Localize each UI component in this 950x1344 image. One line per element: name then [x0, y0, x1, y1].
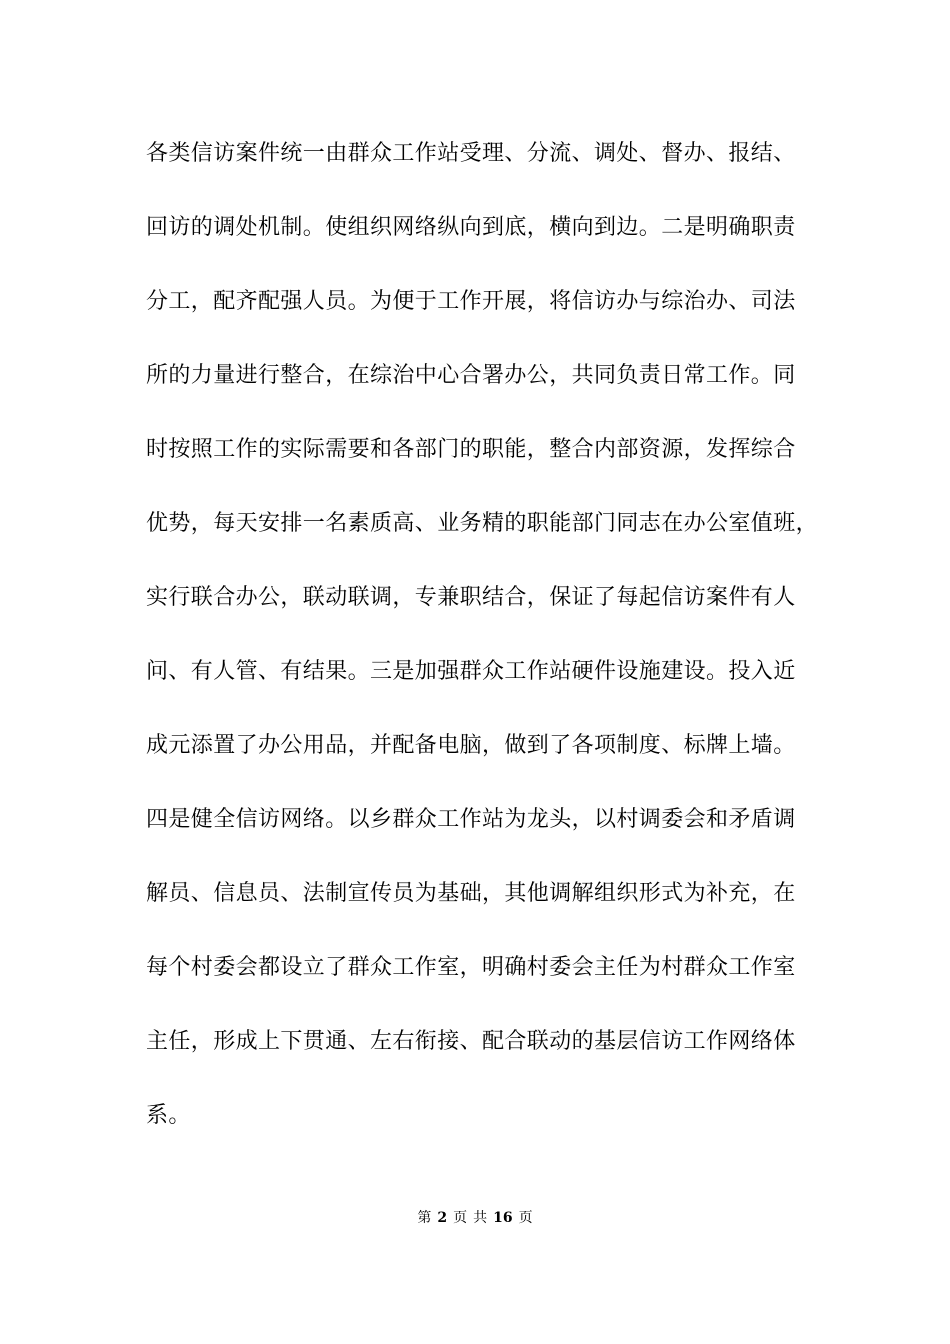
- body-text-line: 问、有人管、有结果。三是加强群众工作站硬件设施建设。投入近: [146, 659, 796, 684]
- body-text-line: 时按照工作的实际需要和各部门的职能，整合内部资源，发挥综合: [146, 437, 796, 462]
- footer-prefix: 第: [417, 1210, 432, 1226]
- body-text-line: 所的力量进行整合，在综治中心合署办公，共同负责日常工作。同: [146, 363, 796, 388]
- footer-page-number: 2: [437, 1210, 448, 1226]
- footer-suffix: 页: [518, 1210, 533, 1226]
- body-text-line: 四是健全信访网络。以乡群众工作站为龙头，以村调委会和矛盾调: [146, 807, 796, 832]
- body-text-line: 各类信访案件统一由群众工作站受理、分流、调处、督办、报结、: [146, 141, 796, 166]
- body-text-line: 分工，配齐配强人员。为便于工作开展，将信访办与综治办、司法: [146, 289, 796, 314]
- body-text-line: 每个村委会都设立了群众工作室，明确村委会主任为村群众工作室: [146, 955, 796, 980]
- body-text-line: 系。: [146, 1103, 191, 1128]
- footer-total-pages: 16: [493, 1210, 513, 1226]
- body-text-line: 主任，形成上下贯通、左右衔接、配合联动的基层信访工作网络体: [146, 1029, 796, 1054]
- body-text-line: 解员、信息员、法制宣传员为基础，其他调解组织形式为补充，在: [146, 881, 796, 906]
- page-footer: [0, 1208, 950, 1228]
- body-text-line: 成元添置了办公用品，并配备电脑，做到了各项制度、标牌上墙。: [146, 733, 796, 758]
- footer-page-label: 页: [453, 1210, 468, 1226]
- body-text-line: 回访的调处机制。使组织网络纵向到底，横向到边。二是明确职责: [146, 215, 796, 240]
- footer-total-label: 共: [473, 1210, 488, 1226]
- body-text-line: 实行联合办公，联动联调，专兼职结合，保证了每起信访案件有人: [146, 585, 796, 610]
- body-text-line: 优势，每天安排一名素质高、业务精的职能部门同志在办公室值班，: [146, 511, 819, 536]
